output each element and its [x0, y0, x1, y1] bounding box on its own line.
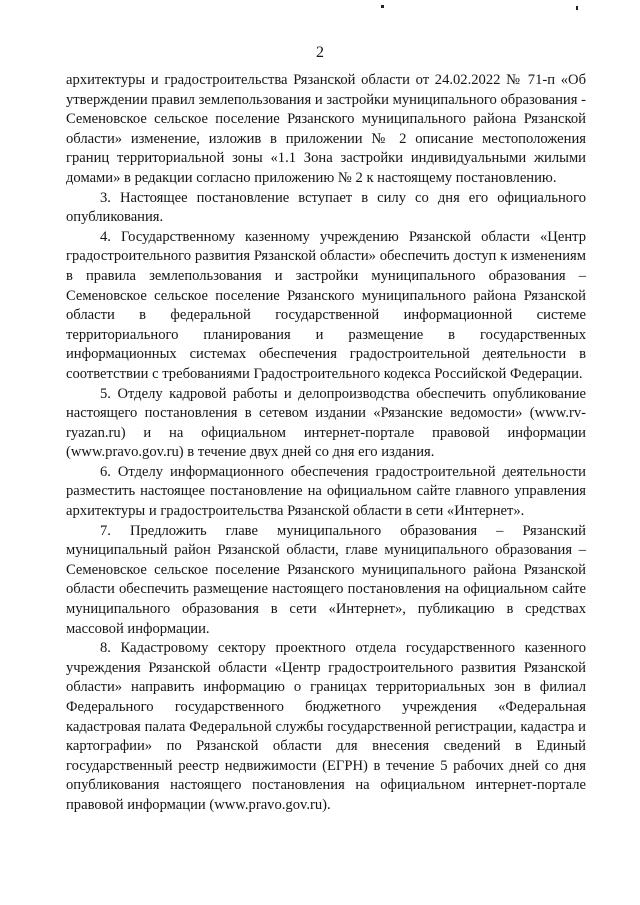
paragraph-8: 8. Кадастровому сектору проектного отдела государственного казенного учреждения Рязанской области «Центр градостроительного развития Рязанской области» направить информацию о границах территориальных зон в филиал Федерального государственного бюджетного учреждения «Федеральная кадастровая палата Федеральной службы государственной регистрации, кадастра и картографии» по Рязанской области для внесения сведений в Единый государственный реестр недвижимости (ЕГРН) в течение 5 рабочих дней со дня опубликования настоящего постановления на официальном интернет-портале правовой информации (www.pravo.gov.ru).: [66, 640, 586, 813]
scan-speck: [576, 6, 578, 10]
scan-speck: [381, 5, 384, 8]
paragraph-continuation: архитектуры и градостроительства Рязанской области от 24.02.2022 № 71-п «Об утверждении правил землепользования и застройки муниципального образования - Семеновское сельское поселение Рязанского муниципального района Рязанской области» изменение, изложив в приложении № 2 описание местоположения границ территориальной зоны «1.1 Зона застройки индивидуальными жилыми домами» в редакции согласно приложению № 2 к настоящему постановлению.: [66, 72, 586, 186]
document-body: [66, 71, 586, 816]
page-number: 2: [316, 44, 324, 61]
paragraph-7: 7. Предложить главе муниципального образования – Рязанский муниципальный район Рязанской области, главе муниципального образования – Семеновское сельское поселение Рязанского муниципального района Рязанской области обеспечить размещение настоящего постановления на официальном сайте муниципального образования в сети «Интернет», публикацию в средствах массовой информации.: [66, 522, 586, 637]
paragraph-4: 4. Государственному казенному учреждению Рязанской области «Центр градостроительного развития Рязанской области» обеспечить доступ к изменениям в правила землепользования и застройки муниципального образования – Семеновское сельское поселение Рязанского муниципального района Рязанской области в федеральной государственной информационной системе территориального планирования и размещение в государственных информационных системах обеспечения градостроительной деятельности в соответствии с требованиями Градостроительного кодекса Российской Федерации.: [66, 228, 586, 382]
paragraph-3: 3. Настоящее постановление вступает в силу со дня его официального опубликования.: [66, 189, 586, 226]
paragraph-5: 5. Отделу кадровой работы и делопроизводства обеспечить опубликование настоящего постановления в сетевом издании «Рязанские ведомости» (www.rv-ryazan.ru) и на официальном интернет-портале правовой информации (www.pravo.gov.ru) в течение двух дней со дня его издания.: [66, 385, 586, 461]
paragraph-6: 6. Отделу информационного обеспечения градостроительной деятельности разместить настоящее постановление на официальном сайте главного управления архитектуры и градостроительства Рязанской области в сети «Интернет».: [66, 463, 586, 520]
